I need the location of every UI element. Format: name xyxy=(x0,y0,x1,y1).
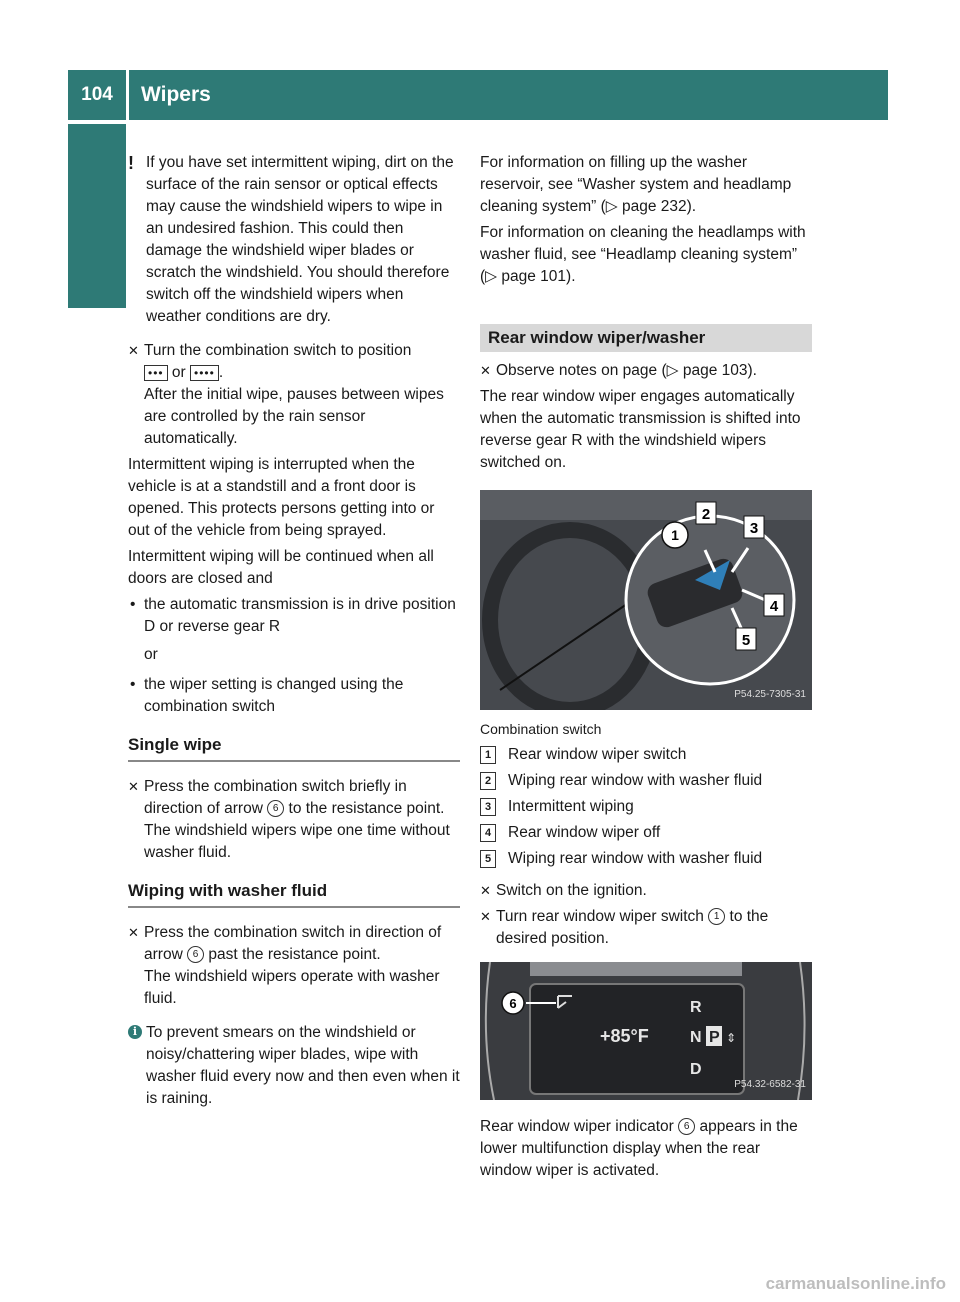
step-text: Observe notes on page (▷ page 103). xyxy=(496,362,757,379)
or-text: or xyxy=(144,646,158,663)
watermark: carmanualsonline.info xyxy=(765,1274,946,1293)
warning-text: If you have set intermittent wiping, dirt on the surface of the rain sensor or optical effects may cause the windshield wipers to wipe in an undesired fashion. This could then damage the windshield wiper blades or scratch the windshield. You should therefore switch off the windshield wipers when weather conditions are dry. xyxy=(146,154,454,325)
step-text: Switch on the ignition. xyxy=(496,882,647,899)
figure-code: P54.25-7305-31 xyxy=(734,689,806,700)
side-tab xyxy=(68,124,126,308)
arrow-callout: 6 xyxy=(187,946,204,963)
gear-d: D xyxy=(690,1061,702,1078)
legend-number: 1 xyxy=(480,746,496,764)
gear-updown-icon: ⇕ xyxy=(726,1031,737,1045)
paragraph: For information on filling up the washer reservoir, see “Washer system and headlamp cleaning system” (▷ page 232). xyxy=(480,154,792,215)
paragraph: Intermittent wiping is interrupted when the vehicle is at a standstill and a front door is opened. This protects persons getting into or out of the vehicle from being sprayed. xyxy=(128,456,435,539)
legend-text: Wiping rear window with washer fluid xyxy=(508,850,763,867)
legend-list xyxy=(480,744,812,870)
legend-item xyxy=(480,848,812,870)
bullet-icon: • xyxy=(130,596,136,613)
temperature-readout: +85°F xyxy=(600,1026,649,1046)
closing-paragraph xyxy=(480,1116,812,1182)
indicator-callout: 6 xyxy=(678,1118,695,1135)
legend-number: 2 xyxy=(480,772,496,790)
step-arrow-icon: ✕ xyxy=(480,883,491,898)
page-number: 104 xyxy=(68,70,129,120)
bullet-text: the wiper setting is changed using the combination switch xyxy=(144,676,404,715)
rear-wiper-heading: Rear window wiper/washer xyxy=(480,324,812,352)
step-result: After the initial wipe, pauses between wipes are controlled by the rain sensor automatically. xyxy=(144,386,444,447)
section-title: Wipers xyxy=(141,83,211,106)
step-turn-rear-switch xyxy=(480,906,812,950)
switch-callout: 1 xyxy=(708,908,725,925)
step-text: past the resistance point. xyxy=(208,946,381,963)
closing-text: Rear window wiper indicator xyxy=(480,1118,674,1135)
washer-heading: Wiping with washer fluid xyxy=(128,880,460,908)
step-text: Turn rear window wiper switch xyxy=(496,908,704,925)
step-text: to the desired position. xyxy=(496,908,769,947)
step-arrow-icon: ✕ xyxy=(480,363,491,378)
legend-item xyxy=(480,822,812,844)
callout-1-label: 1 xyxy=(671,527,679,543)
or-text: or xyxy=(171,364,186,381)
warning-note xyxy=(128,152,460,328)
figure-caption: Combination switch xyxy=(480,721,602,737)
step-washer xyxy=(128,922,460,1010)
step-arrow-icon: ✕ xyxy=(128,343,139,358)
step-arrow-icon: ✕ xyxy=(128,925,139,940)
single-wipe-heading: Single wipe xyxy=(128,734,460,762)
arrow-callout: 6 xyxy=(267,800,284,817)
paragraph: Intermittent wiping will be continued when all doors are closed and xyxy=(128,548,434,587)
gear-p: P xyxy=(709,1029,720,1046)
figure-code: P54.32-6582-31 xyxy=(734,1079,806,1090)
callout-6-label: 6 xyxy=(509,996,517,1011)
info-note xyxy=(128,1022,460,1110)
right-column xyxy=(480,152,812,1186)
intermittent-key-1: ••• xyxy=(144,365,168,381)
legend-text: Wiping rear window with washer fluid xyxy=(508,772,763,789)
legend-text: Intermittent wiping xyxy=(508,798,634,815)
callout-5-label: 5 xyxy=(741,632,751,649)
combination-switch-figure xyxy=(480,490,812,710)
step-result: The windshield wipers operate with washer fluid. xyxy=(144,968,440,1007)
step-text: Press the combination switch in direction of arrow xyxy=(144,924,442,963)
step-ignition xyxy=(480,880,812,902)
intermittent-key-2: •••• xyxy=(190,365,219,381)
multifunction-display-figure xyxy=(480,962,812,1100)
info-text: To prevent smears on the windshield or noisy/chattering wiper blades, wipe with washer fluid every now and then even when it is raining. xyxy=(146,1024,460,1107)
gear-n: N xyxy=(690,1029,702,1046)
paragraph: The rear window wiper engages automatically when the automatic transmission is shifted into reverse gear R with the windshield wipers switched on. xyxy=(480,388,801,471)
combination-switch-illustration xyxy=(480,490,812,710)
callout-4-label: 4 xyxy=(769,598,779,615)
paragraph: For information on cleaning the headlamps with washer fluid, see “Headlamp cleaning system” (▷ page 101). xyxy=(480,224,806,285)
left-column xyxy=(128,152,460,1114)
legend-item xyxy=(480,744,812,766)
bullet-item xyxy=(128,674,460,718)
legend-number: 5 xyxy=(480,850,496,868)
legend-text: Rear window wiper switch xyxy=(508,746,687,763)
step-text: Press the combination switch briefly in direction of arrow xyxy=(144,778,407,817)
bullet-item xyxy=(128,594,460,638)
step-observe xyxy=(480,360,812,382)
bullet-text: the automatic transmission is in drive position D or reverse gear R xyxy=(144,596,456,635)
callout-2-label: 2 xyxy=(701,506,711,523)
closing-text: appears in the lower multifunction display when the rear window wiper is activated. xyxy=(480,1118,798,1179)
page-header xyxy=(68,70,888,120)
step-text: to the resistance point. xyxy=(288,800,445,817)
warning-icon: ! xyxy=(128,153,134,173)
step-arrow-icon: ✕ xyxy=(480,909,491,924)
callout-3-label: 3 xyxy=(749,520,759,537)
step-single-wipe xyxy=(128,776,460,864)
step-text: Turn the combination switch to position xyxy=(144,342,412,359)
gear-r: R xyxy=(690,999,702,1016)
step-arrow-icon: ✕ xyxy=(128,779,139,794)
legend-text: Rear window wiper off xyxy=(508,824,661,841)
side-tab-label: Controls in detail xyxy=(86,614,109,786)
legend-number: 4 xyxy=(480,824,496,842)
bullet-icon: • xyxy=(130,676,136,693)
legend-number: 3 xyxy=(480,798,496,816)
legend-item xyxy=(480,796,812,818)
step-turn-switch: ✕ Turn the combination switch to position ••• or •••• . After the initial wipe, pauses between wipes are controlled by the rain sensor automatically. xyxy=(128,342,444,447)
legend-item xyxy=(480,770,812,792)
info-icon: i xyxy=(128,1025,142,1039)
step-result: The windshield wipers wipe one time without washer fluid. xyxy=(144,822,450,861)
